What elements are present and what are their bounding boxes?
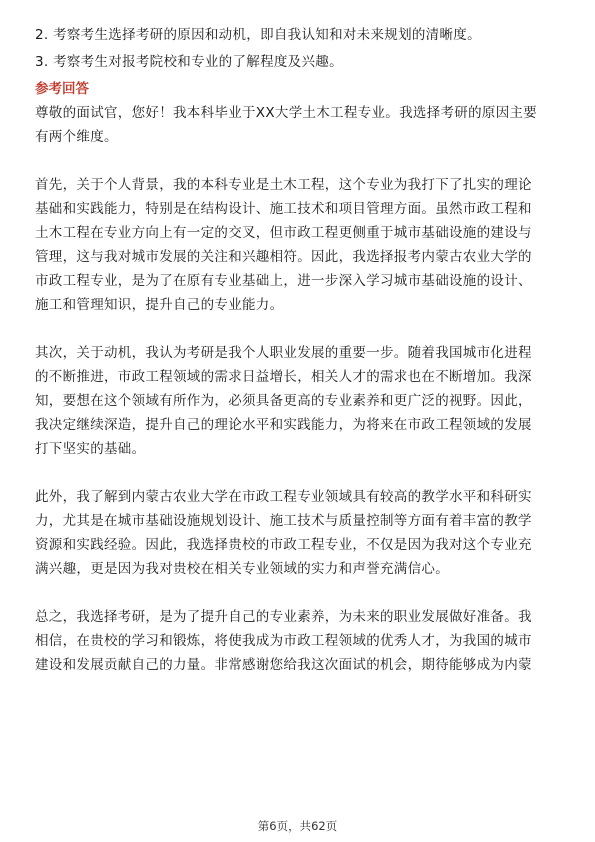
text-line: 相信，在贵校的学习和锻炼，将使我成为市政工程领域的优秀人才，为我国的城市 (35, 633, 532, 649)
text-line: 尊敬的面试官，您好！我本科毕业于XX大学土木工程专业。我选择考研的原因主要 (35, 105, 538, 121)
list-item-3: 3. 考察考生对报考院校和专业的了解程度及兴趣。 (35, 54, 343, 70)
paragraph-spacer (35, 317, 560, 341)
text-line: 知，要想在这个领域有所作为，必须具备更高的专业素养和更广泛的视野。因此， (35, 393, 532, 409)
paragraph-spacer (35, 461, 560, 485)
text-line: 有两个维度。 (35, 129, 118, 145)
text-line: 施工和管理知识，提升自己的专业能力。 (35, 297, 284, 313)
paragraph-greeting (35, 101, 560, 149)
text-line: 我决定继续深造，提升自己的理论水平和实践能力，为将来在市政工程领域的发展 (35, 417, 532, 433)
text-line: 总之，我选择考研，是为了提升自己的专业素养，为未来的职业发展做好准备。我 (35, 609, 532, 625)
page-footer: 第6页，共62页 (257, 819, 338, 833)
text-line: 其次，关于动机，我认为考研是我个人职业发展的重要一步。随着我国城市化进程 (35, 345, 532, 361)
text-line: 资源和实践经验。因此，我选择贵校的市政工程专业，不仅是因为我对这个专业充 (35, 537, 532, 553)
section-title: 参考回答 (35, 81, 89, 97)
paragraph-conclusion (35, 605, 560, 677)
text-line: 力，尤其是在城市基础设施规划设计、施工技术与质量控制等方面有着丰富的教学 (35, 513, 532, 529)
paragraph-background (35, 173, 560, 317)
text-line: 建设和发展贡献自己的力量。非常感谢您给我这次面试的机会，期待能够成为内蒙 (35, 657, 532, 673)
text-line: 市政工程专业，是为了在原有专业基础上，进一步深入学习城市基础设施的设计、 (35, 273, 532, 289)
document-body (35, 22, 560, 677)
text-line: 此外，我了解到内蒙古农业大学在市政工程专业领域具有较高的教学水平和科研实 (35, 489, 532, 505)
paragraph-spacer (35, 149, 560, 173)
text-line: 首先，关于个人背景，我的本科专业是土木工程，这个专业为我打下了扎实的理论 (35, 177, 532, 193)
text-line: 管理，这与我对城市发展的关注和兴趣相符。因此，我选择报考内蒙古农业大学的 (35, 249, 532, 265)
text-line: 的不断推进，市政工程领域的需求日益增长，相关人才的需求也在不断增加。我深 (35, 369, 532, 385)
paragraph-school (35, 485, 560, 581)
text-line: 土木工程在专业方向上有一定的交叉，但市政工程更侧重于城市基础设施的建设与 (35, 225, 532, 241)
text-line: 打下坚实的基础。 (35, 441, 146, 457)
list-item-2: 2. 考察考生选择考研的原因和动机，即自我认知和对未来规划的清晰度。 (35, 27, 481, 43)
text-line: 基础和实践能力，特别是在结构设计、施工技术和项目管理方面。虽然市政工程和 (35, 201, 532, 217)
paragraph-motivation (35, 341, 560, 461)
paragraph-spacer (35, 581, 560, 605)
text-line: 满兴趣，更是因为我对贵校在相关专业领域的实力和声誉充满信心。 (35, 561, 449, 577)
